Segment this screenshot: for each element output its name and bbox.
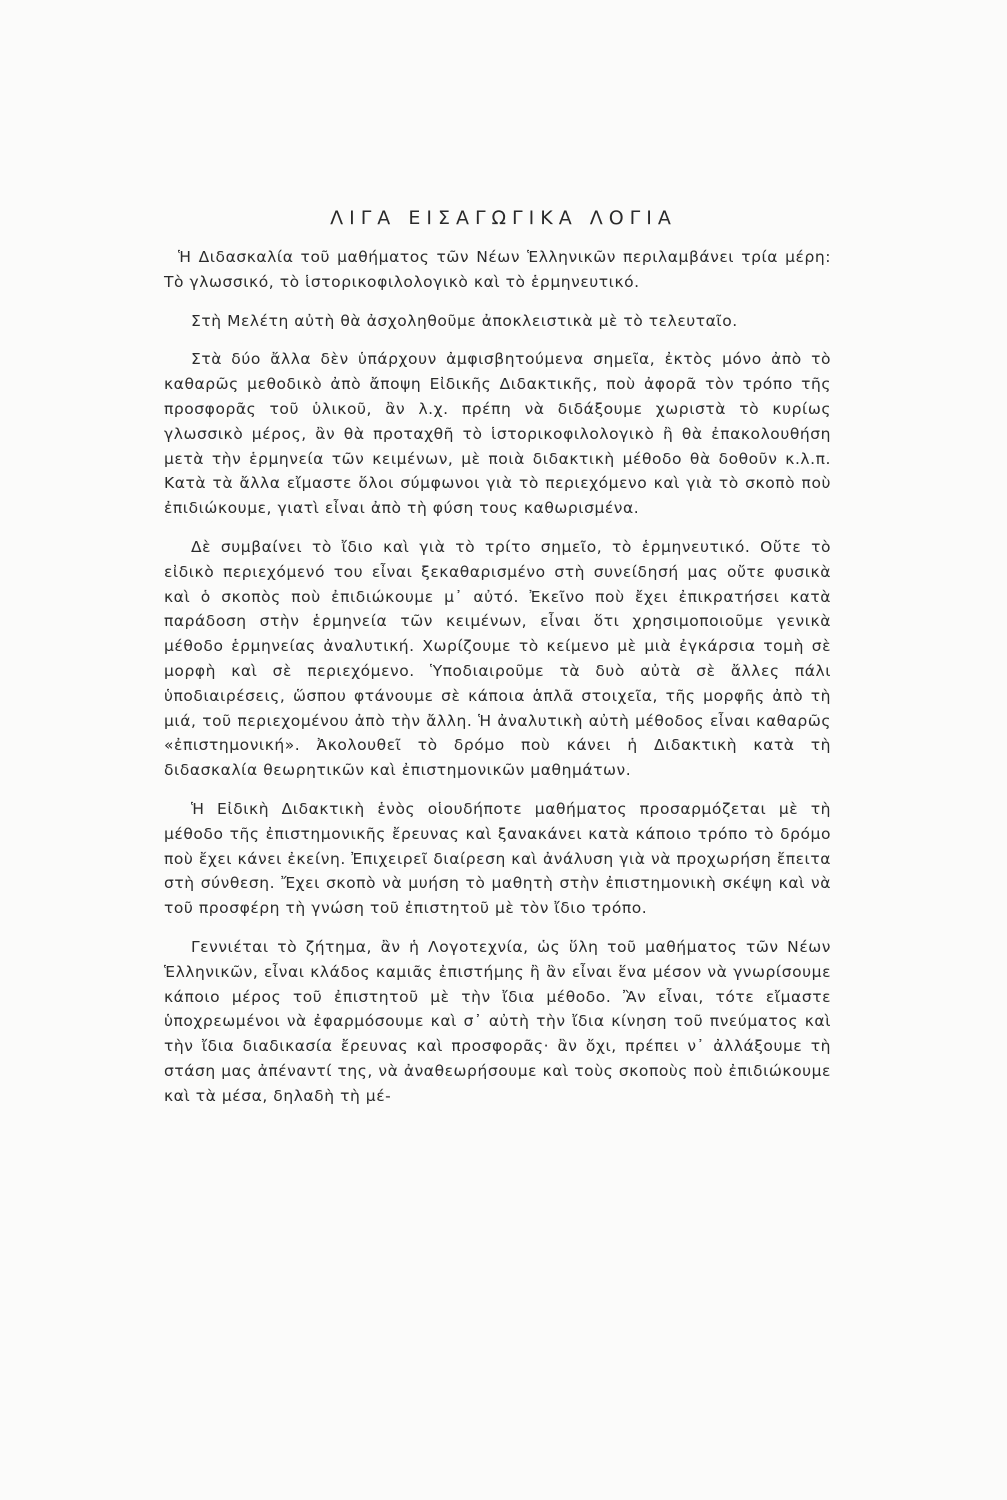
paragraph-5: Ἡ Εἰδικὴ Διδακτικὴ ἑνὸς οἱουδήποτε μαθήματος προσαρμόζεται μὲ τὴ μέθοδο τῆς ἐπιστημονικῆς ἔρευνας καὶ ξανακάνει κατὰ κάποιο τρόπο τὸ δρόμο ποὺ ἔχει κάνει ἐκείνη. Ἐπιχειρεῖ διαίρεση καὶ ἀνάλυση γιὰ νὰ προχωρήση ἔπειτα στὴ σύνθεση. Ἔχει σκοπὸ νὰ μυήση τὸ μαθητὴ στὴν ἐπιστημονικὴ σκέψη καὶ νὰ τοῦ προσφέρη τὴ γνώση τοῦ ἐπιστητοῦ μὲ τὸν ἴδιο τρόπο. — [164, 799, 831, 918]
body-text — [164, 245, 831, 1123]
paragraph-4: Δὲ συμβαίνει τὸ ἴδιο καὶ γιὰ τὸ τρίτο σημεῖο, τὸ ἑρμηνευτικό. Οὔτε τὸ εἰδικὸ περιεχόμενό του εἶναι ξεκαθαρισμένο στὴ συνείδησή μας οὔτε φυσικὰ καὶ ὁ σκοπὸς ποὺ ἐπιδιώκουμε μ᾿ αὐτό. Ἐκεῖνο ποὺ ἔχει ἐπικρατήσει κατὰ παράδοση στὴν ἑρμηνεία τῶν κειμένων, εἶναι ὅτι χρησιμοποιοῦμε γενικὰ μέθοδο ἑρμηνείας ἀναλυτική. Χωρίζουμε τὸ κείμενο μὲ μιὰ ἐγκάρσια τομὴ σὲ μορφὴ καὶ σὲ περιεχόμενο. Ὑποδιαιροῦμε τὰ δυὸ αὐτὰ σὲ ἄλλες πάλι ὑποδιαιρέσεις, ὥσπου φτάνουμε σὲ κάποια ἁπλᾶ στοιχεῖα, τῆς μορφῆς ἀπὸ τὴ μιά, τοῦ περιεχομένου ἀπὸ τὴν ἄλλη. Ἡ ἀναλυτικὴ αὐτὴ μέθοδος εἶναι καθαρῶς «ἐπιστημονική». Ἀκολουθεῖ τὸ δρόμο ποὺ κάνει ἡ Διδακτικὴ κατὰ τὴ διδασκαλία θεωρητικῶν καὶ ἐπιστημονικῶν μαθημάτων. — [164, 537, 831, 780]
paragraph-1: Ἡ Διδασκαλία τοῦ μαθήματος τῶν Νέων Ἑλληνικῶν περιλαμβάνει τρία μέρη: Τὸ γλωσσικό, τὸ ἱστορικοφιλολογικὸ καὶ τὸ ἑρμηνευτικό. — [164, 248, 831, 291]
chapter-title: ΛΙΓΑ ΕΙΣΑΓΩΓΙΚΑ ΛΟΓΙΑ — [330, 207, 677, 229]
paragraph-6: Γεννιέται τὸ ζήτημα, ἂν ἡ Λογοτεχνία, ὡς ὕλη τοῦ μαθήματος τῶν Νέων Ἑλληνικῶν, εἶναι κλάδος καμιᾶς ἐπιστήμης ἢ ἂν εἶναι ἕνα μέσον νὰ γνωρίσουμε κάποιο μέρος τοῦ ἐπιστητοῦ μὲ τὴν ἴδια μέθοδο. Ἂν εἶναι, τότε εἴμαστε ὑποχρεωμένοι νὰ ἐφαρμόσουμε καὶ σ᾿ αὐτὴ τὴν ἴδια κίνηση τοῦ πνεύματος καὶ τὴν ἴδια διαδικασία ἔρευνας καὶ προσφορᾶς· ἂν ὄχι, πρέπει ν᾿ ἀλλάξουμε τὴ στάση μας ἀπέναντί της, νὰ ἀναθεωρήσουμε καὶ τοὺς σκοποὺς ποὺ ἐπιδιώκουμε καὶ τὰ μέσα, δηλαδὴ τὴ μέ- — [164, 937, 831, 1105]
paragraph-2: Στὴ Μελέτη αὐτὴ θὰ ἀσχοληθοῦμε ἀποκλειστικὰ μὲ τὸ τελευταῖο. — [191, 311, 738, 330]
paragraph-3: Στὰ δύο ἄλλα δὲν ὑπάρχουν ἀμφισβητούμενα σημεῖα, ἐκτὸς μόνο ἀπὸ τὸ καθαρῶς μεθοδικὸ ἀπὸ ἄποψη Εἰδικῆς Διδακτικῆς, ποὺ ἀφορᾶ τὸν τρόπο τῆς προσφορᾶς τοῦ ὑλικοῦ, ἂν λ.χ. πρέπη νὰ διδάξουμε χωριστὰ τὸ κυρίως γλωσσικὸ μέρος, ἂν θὰ προταχθῆ τὸ ἱστορικοφιλολογικὸ ἢ θὰ ἐπακολουθήση μετὰ τὴν ἑρμηνεία τῶν κειμένων, μὲ ποιὰ διδακτικὴ μέθοδο θὰ δοθοῦν κ.λ.π. Κατὰ τὰ ἄλλα εἴμαστε ὅλοι σύμφωνοι γιὰ τὸ περιεχόμενο καὶ γιὰ τὸ σκοπὸ ποὺ ἐπιδιώκουμε, γιατὶ εἶναι ἀπὸ τὴ φύση τους καθωρισμένα. — [164, 350, 831, 518]
